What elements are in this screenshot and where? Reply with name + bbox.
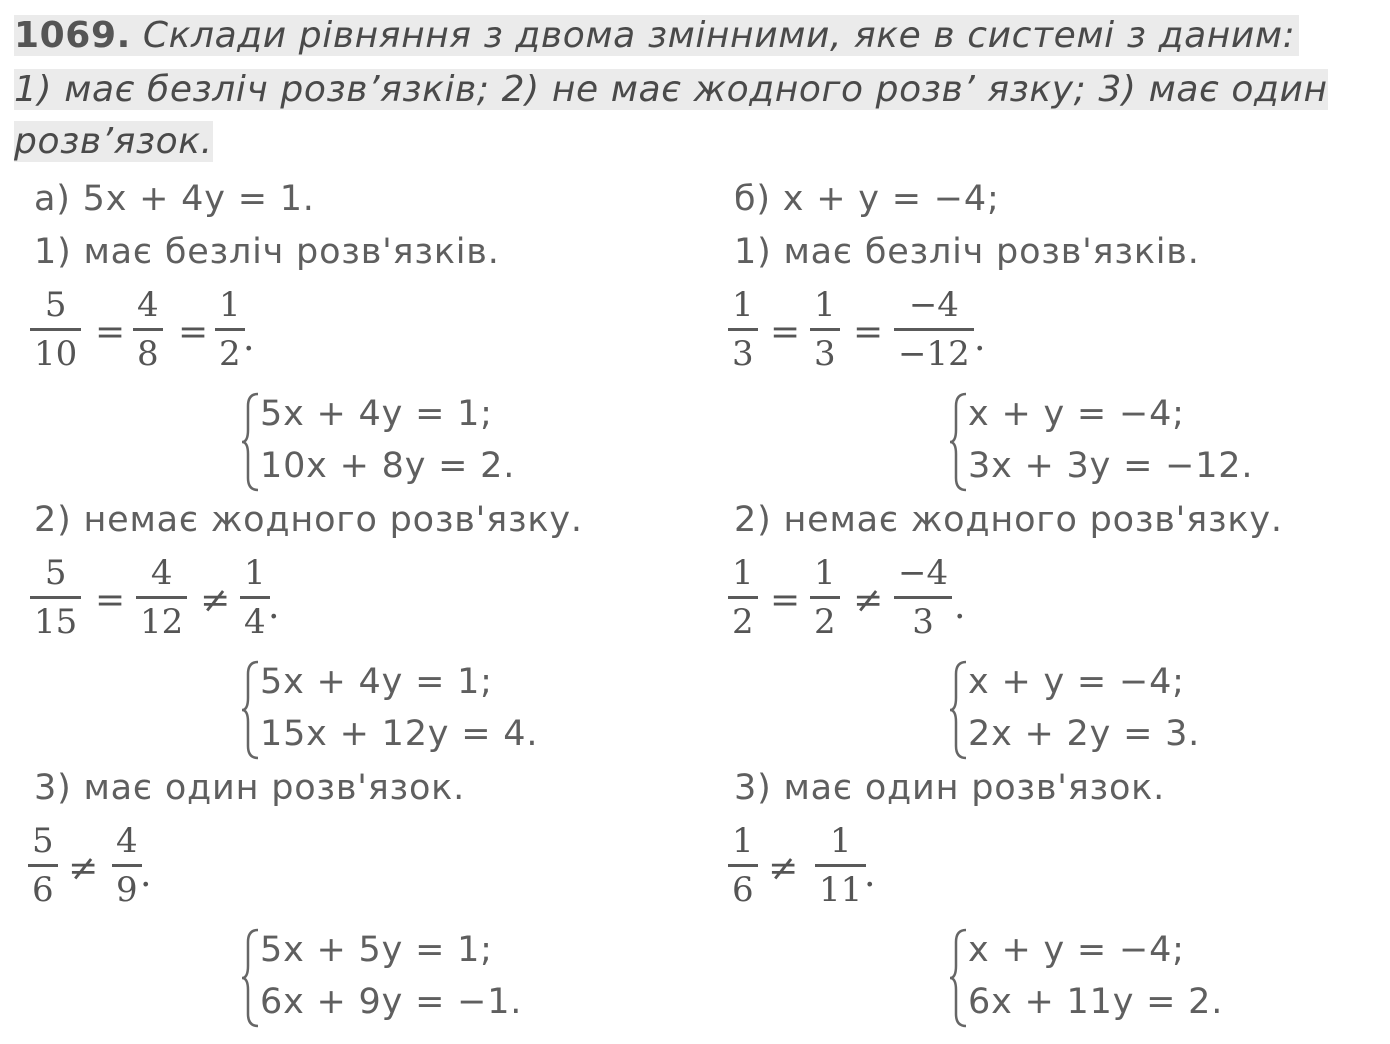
right-case2-frac3: [894, 553, 952, 642]
denominator: 6: [732, 870, 754, 910]
system-equation-1: 5x + 5y = 1;: [260, 930, 493, 970]
numerator: 5: [44, 285, 67, 325]
left-case3-op1: ≠: [68, 848, 99, 889]
numerator: 1: [732, 553, 754, 593]
numerator: −4: [898, 553, 949, 593]
left-case3-end: .: [140, 854, 152, 895]
left-case2-op1: =: [95, 580, 126, 621]
system-equation-1: x + y = −4;: [968, 662, 1185, 702]
task-text-2: 1) має безліч розв’язків; 2) не має жодного розв’ язку; 3) має один: [14, 69, 1328, 110]
numerator: 1: [219, 285, 241, 325]
system-equation-2: 2x + 2y = 3.: [968, 714, 1201, 754]
left-case1-end: .: [243, 318, 255, 359]
task-text-1: Склади рівняння з двома змінними, яке в системі з даним:: [142, 15, 1296, 56]
left-case2-end: .: [268, 586, 280, 627]
left-case2-frac2: [136, 553, 187, 642]
left-brace-icon: [948, 928, 970, 1028]
left-brace-icon: [240, 660, 262, 760]
right-header: б) x + y = −4;: [734, 179, 1000, 219]
numerator: 5: [44, 553, 67, 593]
numerator: 1: [814, 553, 836, 593]
right-case1-frac3: [894, 285, 974, 374]
numerator: 1: [829, 821, 852, 861]
left-case3-frac2: [112, 821, 142, 910]
left-case2-frac1: [30, 553, 81, 642]
left-case1-frac3: [215, 285, 245, 374]
right-case1-frac2: [810, 285, 840, 374]
left-case3-label: 3) має один розв'язок.: [34, 768, 466, 808]
system-equation-2: 10x + 8y = 2.: [260, 446, 516, 486]
system-equation-2: 6x + 9y = −1.: [260, 982, 523, 1022]
denominator: 10: [34, 334, 78, 374]
system-equation-1: 5x + 4y = 1;: [260, 394, 493, 434]
numerator: 4: [150, 553, 173, 593]
left-case1-frac1: [30, 285, 81, 374]
left-brace-icon: [240, 928, 262, 1028]
denominator: 11: [819, 870, 863, 910]
denominator: 3: [732, 334, 754, 374]
denominator: 2: [219, 334, 241, 374]
numerator: 4: [116, 821, 138, 861]
denominator: 2: [814, 602, 836, 642]
left-brace-icon: [948, 660, 970, 760]
right-case3-frac1: [728, 821, 758, 910]
system-equation-2: 6x + 11y = 2.: [968, 982, 1224, 1022]
numerator: 5: [32, 821, 54, 861]
task-line-1: [14, 12, 1299, 60]
denominator: −12: [898, 334, 970, 374]
numerator: 1: [814, 285, 836, 325]
denominator: 15: [34, 602, 78, 642]
numerator: 1: [732, 285, 754, 325]
left-brace-icon: [240, 392, 262, 492]
denominator: 3: [912, 602, 934, 642]
right-case2-label: 2) немає жодного розв'язку.: [734, 500, 1283, 540]
right-case3-end: .: [864, 854, 876, 895]
left-case1-op2: =: [178, 312, 209, 353]
right-case2-end: .: [954, 586, 966, 627]
left-case2-label: 2) немає жодного розв'язку.: [34, 500, 583, 540]
task-text-3: розв’язок.: [14, 121, 213, 162]
right-case2-op1: =: [770, 580, 801, 621]
numerator: 4: [137, 285, 159, 325]
right-case3-frac2: [815, 821, 866, 910]
denominator: 6: [32, 870, 54, 910]
denominator: 2: [732, 602, 754, 642]
left-brace-icon: [948, 392, 970, 492]
task-line-2: [14, 66, 1328, 114]
right-case1-op2: =: [853, 312, 884, 353]
system-equation-1: x + y = −4;: [968, 930, 1185, 970]
system-equation-1: x + y = −4;: [968, 394, 1185, 434]
right-case1-op1: =: [770, 312, 801, 353]
right-case1-end: .: [974, 318, 986, 359]
denominator: 12: [140, 602, 184, 642]
right-case1-label: 1) має безліч розв'язків.: [734, 232, 1200, 272]
denominator: 8: [137, 334, 159, 374]
numerator: 1: [732, 821, 754, 861]
left-case1-frac2: [133, 285, 163, 374]
left-case3-frac1: [28, 821, 58, 910]
right-case3-op1: ≠: [768, 848, 799, 889]
left-header: а) 5x + 4y = 1.: [34, 179, 315, 219]
numerator: 1: [244, 553, 266, 593]
left-case1-op1: =: [95, 312, 126, 353]
task-number: 1069.: [14, 15, 131, 56]
right-case1-frac1: [728, 285, 758, 374]
system-equation-2: 15x + 12y = 4.: [260, 714, 539, 754]
task-line-3: [14, 118, 213, 166]
denominator: 4: [244, 602, 266, 642]
denominator: 3: [814, 334, 836, 374]
right-case2-frac2: [810, 553, 840, 642]
left-case2-frac3: [240, 553, 270, 642]
right-case2-frac1: [728, 553, 758, 642]
system-equation-2: 3x + 3y = −12.: [968, 446, 1254, 486]
system-equation-1: 5x + 4y = 1;: [260, 662, 493, 702]
right-case3-label: 3) має один розв'язок.: [734, 768, 1166, 808]
right-case2-op2: ≠: [853, 580, 884, 621]
numerator: −4: [908, 285, 959, 325]
denominator: 9: [116, 870, 138, 910]
left-case1-label: 1) має безліч розв'язків.: [34, 232, 500, 272]
left-case2-op2: ≠: [200, 580, 231, 621]
